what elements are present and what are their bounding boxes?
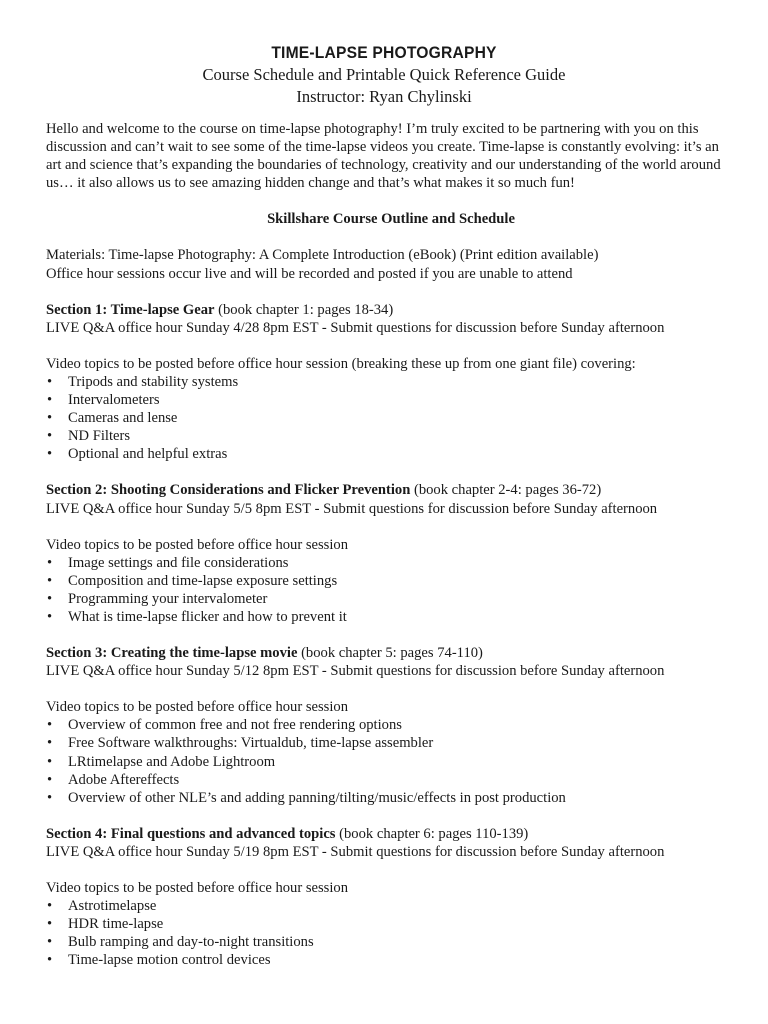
- live-qa-line: LIVE Q&A office hour Sunday 4/28 8pm EST - Submit questions for discussion before Sunday afternoon: [46, 319, 665, 336]
- video-topics-intro: Video topics to be posted before office hour session (breaking these up from one giant file) covering:: [46, 355, 636, 372]
- document-subtitle: Course Schedule and Printable Quick Reference Guide: [202, 65, 566, 84]
- section-chapter: (book chapter 1: pages 18-34): [214, 301, 394, 318]
- topic-item: • Tripods and stability systems: [46, 373, 736, 391]
- section-chapter: (book chapter 6: pages 110-139): [335, 825, 529, 842]
- document-body: [46, 120, 736, 969]
- section-title: Section 1: Time-lapse Gear: [46, 301, 215, 318]
- topic-item: • HDR time-lapse: [46, 915, 736, 933]
- instructor-line: Instructor: Ryan Chylinski: [296, 87, 472, 106]
- topic-item: • Time-lapse motion control devices: [46, 951, 736, 969]
- video-topics-intro: Video topics to be posted before office hour session: [46, 536, 349, 553]
- document-header: [0, 0, 768, 108]
- live-qa-line: LIVE Q&A office hour Sunday 5/5 8pm EST - Submit questions for discussion before Sunday afternoon: [46, 500, 658, 517]
- video-topics-intro: Video topics to be posted before office hour session: [46, 699, 349, 716]
- course-section-1: [46, 301, 736, 464]
- live-qa-line: LIVE Q&A office hour Sunday 5/19 8pm EST - Submit questions for discussion before Sunday afternoon: [46, 843, 665, 860]
- outline-heading: Skillshare Course Outline and Schedule: [267, 211, 515, 228]
- topic-item: • What is time-lapse flicker and how to prevent it: [46, 608, 736, 626]
- section-title: Section 3: Creating the time-lapse movie: [46, 645, 298, 662]
- topic-item: • Programming your intervalometer: [46, 590, 736, 608]
- topic-item: • Free Software walkthroughs: Virtualdub, time-lapse assembler: [46, 734, 736, 752]
- video-topics-intro: Video topics to be posted before office hour session: [46, 880, 349, 896]
- topic-item: • LRtimelapse and Adobe Lightroom: [46, 753, 736, 771]
- topic-list: [46, 897, 736, 969]
- topic-item: • Overview of other NLE’s and adding panning/tilting/music/effects in post production: [46, 789, 736, 807]
- section-title: Section 2: Shooting Considerations and Flicker Prevention: [46, 482, 411, 499]
- topic-list: [46, 373, 736, 463]
- course-section-4: [46, 825, 736, 970]
- topic-list: [46, 716, 736, 806]
- section-heading: [46, 481, 736, 499]
- sections-list: [46, 301, 736, 970]
- intro-paragraph: Hello and welcome to the course on time-lapse photography! I’m truly excited to be partnering with you on this discussion and can’t wait to see some of the time-lapse videos you create. Time-lapse is constantly evolving: it’s an art and science that’s expanding the boundaries of technology, creativity and our understanding of the world around us… it also allows us to see amazing hidden change and that’s what makes it so much fun!: [46, 121, 721, 192]
- topic-item: • Overview of common free and not free rendering options: [46, 716, 736, 734]
- topic-item: • Astrotimelapse: [46, 897, 736, 915]
- materials-line: Materials: Time-lapse Photography: A Complete Introduction (eBook) (Print edition available): [46, 247, 599, 264]
- topic-item: • Adobe Aftereffects: [46, 771, 736, 789]
- topic-item: • Bulb ramping and day-to-night transitions: [46, 933, 736, 951]
- topic-item: • Image settings and file considerations: [46, 554, 736, 572]
- topic-list: [46, 554, 736, 626]
- topic-item: • Intervalometers: [46, 391, 736, 409]
- section-heading: [46, 825, 736, 843]
- topic-item: • Composition and time-lapse exposure settings: [46, 572, 736, 590]
- course-section-3: [46, 644, 736, 807]
- course-section-2: [46, 481, 736, 626]
- section-heading: [46, 301, 736, 319]
- topic-item: • Cameras and lense: [46, 409, 736, 427]
- section-title: Section 4: Final questions and advanced topics: [46, 825, 336, 842]
- section-chapter: (book chapter 2-4: pages 36-72): [410, 482, 602, 499]
- section-chapter: (book chapter 5: pages 74-110): [297, 645, 483, 662]
- document-title: TIME-LAPSE PHOTOGRAPHY: [271, 43, 497, 62]
- topic-item: • ND Filters: [46, 427, 736, 445]
- section-heading: [46, 644, 736, 662]
- topic-item: • Optional and helpful extras: [46, 445, 736, 463]
- office-hours-note: Office hour sessions occur live and will be recorded and posted if you are unable to attend: [46, 265, 573, 282]
- live-qa-line: LIVE Q&A office hour Sunday 5/12 8pm EST - Submit questions for discussion before Sunday afternoon: [46, 663, 665, 680]
